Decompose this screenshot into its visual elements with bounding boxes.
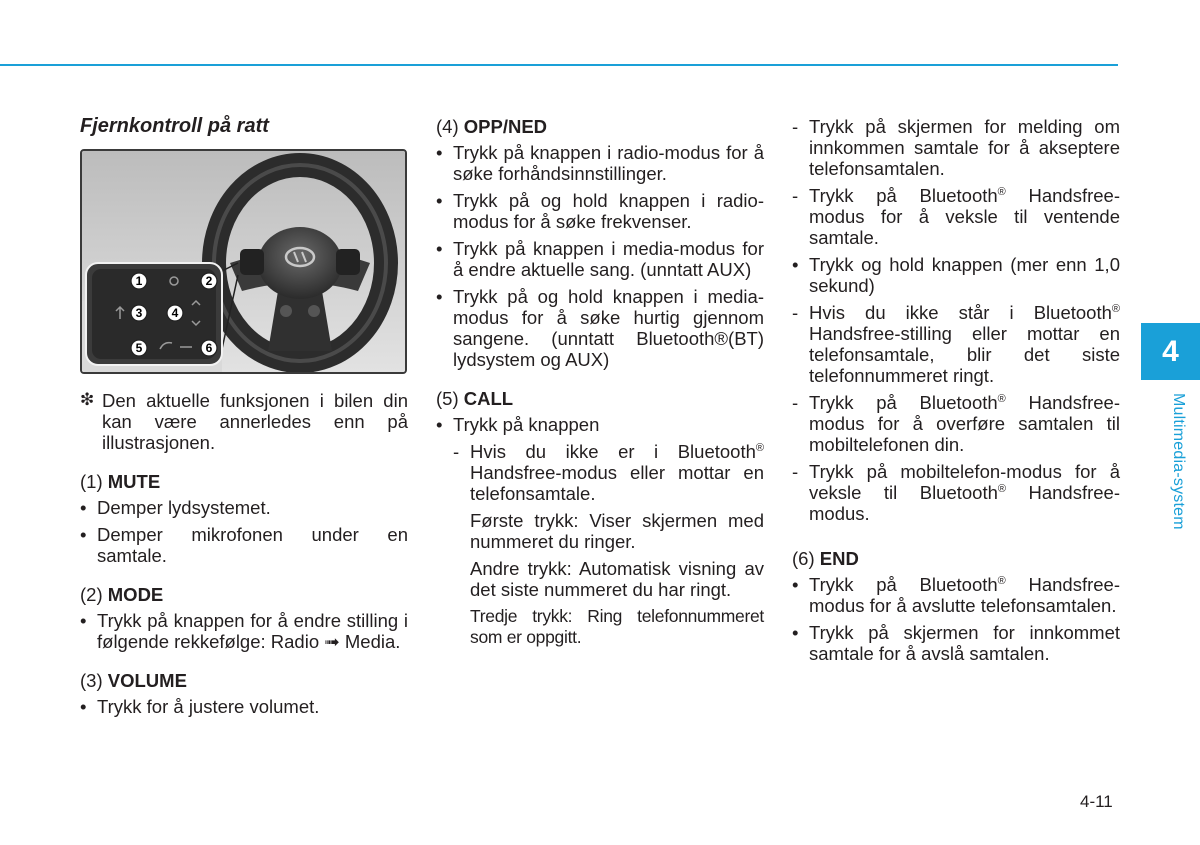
call-hold-dash-item: - Trykk på mobiltelefon-modus for å veksle til Bluetooth® Handsfree-modus. [792, 461, 1120, 524]
oppned-item: • Trykk på og hold knappen i media-modus for å søke hurtig gjennom sangene. (unntatt Bluetooth®(BT) lydsystem og AUX) [436, 286, 764, 370]
end-item: • Trykk på skjermen for innkommet samtale for å avslå samtalen. [792, 622, 1120, 664]
volume-heading: (3) VOLUME [80, 670, 187, 691]
callout-6: 6 [205, 341, 213, 355]
call-heading: (5) CALL [436, 388, 514, 409]
call-first-press: Første trykk: Viser skjermen med nummeret du ringer. [470, 510, 764, 552]
callout-1: 1 [135, 274, 143, 288]
mode-item: • Trykk på knappen for å endre stilling i følgende rekkefølge: Radio ➟ Media. [80, 610, 408, 652]
mute-item: • Demper mikrofonen under en samtale. [80, 524, 408, 566]
oppned-item: • Trykk på knappen i radio-modus for å søke forhåndsinnstillinger. [436, 142, 764, 184]
call-second-press: Andre trykk: Automatisk visning av det siste nummeret du har ringt. [470, 558, 764, 600]
call-item: • Trykk på knappen [436, 414, 764, 435]
callout-5: 5 [135, 341, 143, 355]
right-column [792, 116, 1120, 670]
call-dash-item: - Trykk på skjermen for melding om innkommen samtale for å akseptere telefonsamtalen. [792, 116, 1120, 179]
callout-4: 4 [171, 306, 179, 320]
page-number: 4-11 [1080, 792, 1113, 811]
call-hold-item: • Trykk og hold knappen (mer enn 1,0 sekund) [792, 254, 1120, 296]
call-third-press: Tredje trykk: Ring telefonnummeret som er oppgitt. [470, 606, 764, 647]
mute-heading: (1) MUTE [80, 471, 161, 492]
callout-3: 3 [135, 306, 143, 320]
illustration-note: ❇ Den aktuelle funksjonen i bilen din kan være annerledes enn på illustrasjonen. [80, 390, 408, 453]
left-column [80, 116, 408, 723]
end-heading: (6) END [792, 548, 859, 569]
chapter-label: Multimedia-system [1170, 393, 1187, 530]
volume-item: • Trykk for å justere volumet. [80, 696, 408, 717]
section-title: Fjernkontroll på ratt [80, 115, 269, 137]
call-dash-item: - Hvis du ikke er i Bluetooth® Handsfree-modus eller mottar en telefonsamtale. [436, 441, 764, 504]
chapter-tab: 4 [1141, 323, 1200, 380]
oppned-heading: (4) OPP/NED [436, 116, 548, 137]
middle-column [436, 116, 764, 654]
mute-item: • Demper lydsystemet. [80, 497, 408, 518]
oppned-item: • Trykk på knappen i media-modus for å endre aktuelle sang. (unntatt AUX) [436, 238, 764, 280]
end-item: • Trykk på Bluetooth® Handsfree-modus for å avslutte telefonsamtalen. [792, 574, 1120, 616]
mode-heading: (2) MODE [80, 584, 164, 605]
callout-2: 2 [205, 274, 213, 288]
call-hold-dash-item: - Trykk på Bluetooth® Handsfree-modus for å overføre samtalen til mobiltelefonen din. [792, 392, 1120, 455]
oppned-item: • Trykk på og hold knappen i radio-modus for å søke frekvenser. [436, 190, 764, 232]
call-hold-dash-item: - Hvis du ikke står i Bluetooth® Handsfree-stilling eller mottar en telefonsamtale, blir det siste telefonnummeret ringt. [792, 302, 1120, 386]
steering-wheel-illustration [80, 149, 407, 374]
call-dash-item: - Trykk på Bluetooth® Handsfree-modus for å veksle til ventende samtale. [792, 185, 1120, 248]
top-rule [0, 64, 1118, 66]
